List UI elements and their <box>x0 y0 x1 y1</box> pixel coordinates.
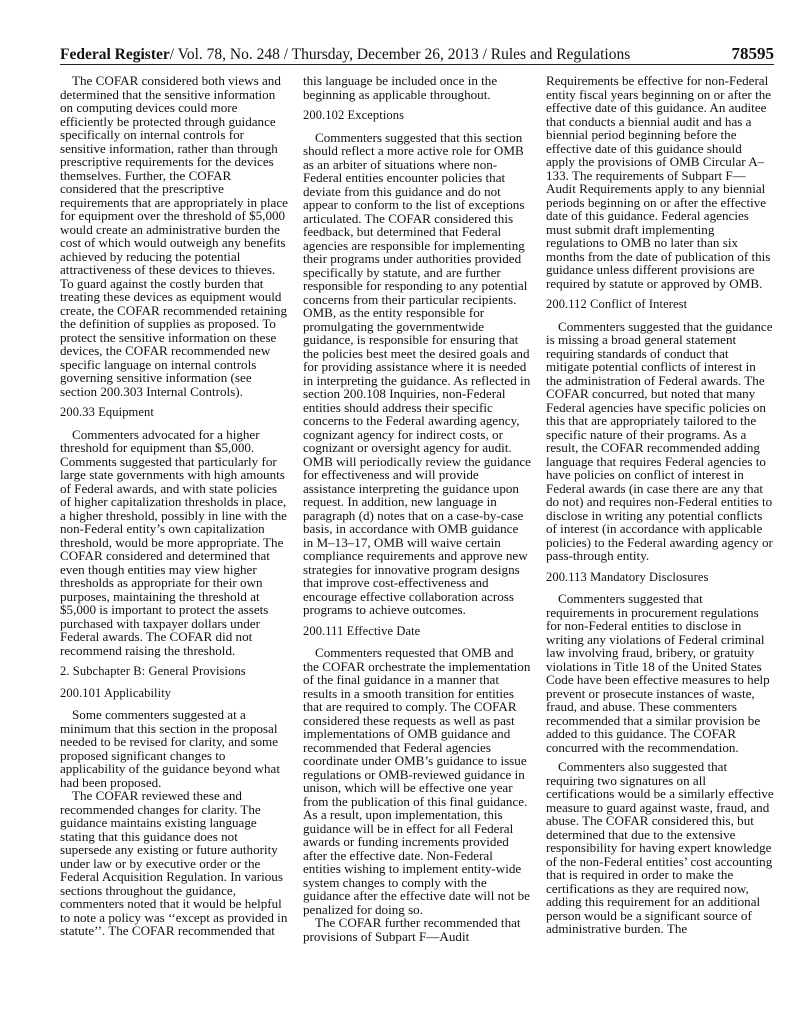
section-heading: 200.33 Equipment <box>60 405 154 419</box>
paragraph: this language be included once in the beginning as applicable throughout. <box>303 74 498 102</box>
section-heading: 200.102 Exceptions <box>303 108 405 122</box>
section-heading: 200.112 Conflict of Interest <box>546 297 688 311</box>
paragraph: Commenters advocated for a higher threshold for equipment than $5,000. Comments suggested that particularly for large state governments with high amounts of Federal awards, and with state policies of higher capitalization thresholds in place, a higher threshold, possibly in line with the non-Federal entity’s own capitalization threshold, would be more appropriate. The COFAR considered and determined that even though entities may view higher thresholds as appropriate for their own purposes, maintaining the threshold at $5,000 is important to protect the assets purchased with taxpayer dollars under Federal awards. The COFAR did not recommend raising the threshold. <box>60 426 287 658</box>
issue-details: / Vol. 78, No. 248 / Thursday, December 26, 2013 / Rules and Regulations <box>169 46 631 63</box>
paragraph: Commenters suggested that this section should reflect a more active role for OMB as an arbiter of situations where non-Federal entities encounter policies that deviate from this guidance and do not appear to conform to the list of exceptions articulated. The COFAR considered this feedback, but determined that Federal agencies are responsible for implementing their programs under authorities provided specifically by statute, and are further responsible for responding to any potential concerns from their particular recipients. OMB, as the entity responsible for promulgating the governmentwide guidance, is responsible for ensuring that the policies best meet the desired goals and for providing assistance where it is needed in interpreting the guidance. As reflected in section 200.108 Inquiries, non-Federal entities should address their specific concerns to the Federal awarding agency, cognizant agency for indirect costs, or cognizant or oversight agency for audit. OMB will periodically review the guidance for effectiveness and will provide assistance interpreting the guidance upon request. In addition, new language in paragraph (d) notes that on a case-by-case basis, in accordance with OMB guidance in M–13–17, OMB will waive certain compliance requirements and approve new strategies for innovative program designs that improve cost-effectiveness and encourage effective collaboration across programs to achieve outcomes. <box>303 129 531 617</box>
text-columns <box>60 74 774 1029</box>
paragraph: The COFAR further recommended that provisions of Subpart F—Audit <box>303 915 521 944</box>
section-heading: 200.101 Applicability <box>60 685 172 700</box>
paragraph: Commenters also suggested that requiring two signatures on all certifications would be a similarly effective measure to guard against waste, fraud, and abuse. The COFAR considered this, but determined that due to the extensive responsibility for having expert knowledge of the non-Federal entities’ cost accounting that is required in order to make the certifications as they are required now, adding this requirement for an additional person would be a significant source of administrative burden. The <box>546 759 774 936</box>
page-number: 78595 <box>731 44 774 63</box>
paragraph: Commenters requested that OMB and the COFAR orchestrate the implementation of the final guidance in a manner that results in a smooth transition for entities that are required to comply. The COFAR considered these requests as well as past implementations of OMB guidance and recommended that Federal agencies coordinate under OMB’s guidance to issue regulations or OMB-reviewed guidance in unison, which will be effective one year from the publication of this final guidance. As a result, upon implementation, this guidance will be in effect for all Federal awards or funding increments provided after the effective date. Non-Federal entities wishing to implement entity-wide system changes to comply with the guidance after the effective date will not be penalized for doing so. <box>303 645 531 917</box>
header-citation <box>60 46 630 64</box>
section-heading: 200.113 Mandatory Disclosures <box>546 569 709 584</box>
column-3 <box>546 74 774 1029</box>
paragraph: Commenters suggested that the guidance is missing a broad general statement requiring standards of conduct that mitigate potential conflicts of interest in the administration of Federal awards. The COFAR concurred, but noted that many Federal agencies have specific policies on this that are appropriately tailored to the specific nature of their programs. As a result, the COFAR recommended adding language that requires Federal agencies to have policies on conflict of interest in Federal awards (in case there are any that do not) and requires non-Federal entities to disclose in writing any potential conflicts of interest (in accordance with applicable policies) to the Federal awarding agency or pass-through entity. <box>546 318 773 563</box>
subchapter-heading: 2. Subchapter B: General Provisions <box>60 664 246 678</box>
section-heading: 200.111 Effective Date <box>303 623 421 638</box>
paragraph: Requirements be effective for non-Federal entity fiscal years beginning on or after the effective date of this guidance. An auditee that conducts a biennial audit and has a biennial period beginning before the effective date of this guidance should apply the provisions of OMB Circular A–133. The requirements of Subpart F—Audit Requirements apply to any biennial periods beginning on or after the effective date of this guidance. Federal agencies must submit draft implementing regulations to OMB no later than six months from the date of publication of this guidance unless different provisions are required by statute or approved by OMB. <box>546 74 772 291</box>
paragraph: Commenters suggested that requirements in procurement regulations for non-Federal entities to disclose in writing any violations of Federal criminal law involving fraud, bribery, or gratuity violations in Title 18 of the United States Code have been effective measures to help prevent or prosecute instances of waste, fraud, and abuse. These commenters recommended that a similar provision be added to this guidance. The COFAR concurred with the recommendation. <box>546 591 770 755</box>
page-header <box>60 38 774 65</box>
publication-name: Federal Register <box>60 46 170 63</box>
paragraph: Some commenters suggested at a minimum that this section in the proposal needed to be revised for clarity, and some proposed significant changes to applicability of the guidance beyond what had been proposed. <box>60 707 280 790</box>
paragraph: The COFAR considered both views and determined that the sensitive information on computing devices could more efficiently be protected through guidance specifically on internal controls for sensitive information, rather than through prescriptive requirements for the devices themselves. Further, the COFAR considered that the prescriptive requirements that are appropriately in place for equipment over the threshold of $5,000 would create an administrative burden the cost of which would outweigh any benefits achieved by reducing the potential attractiveness of these devices to thieves. To guard against the costly burden that treating these devices as equipment would create, the COFAR recommended retaining the definition of supplies as proposed. To protect the sensitive information on these devices, the COFAR recommended new specific language on internal controls governing sensitive information (see section 200.303 Internal Controls). <box>60 74 288 399</box>
column-1 <box>60 74 288 1029</box>
paragraph: The COFAR reviewed these and recommended changes for clarity. The guidance maintains existing language stating that this guidance does not supersede any existing or future authority under law or by executive order or the Federal Acquisition Regulation. In various sections throughout the guidance, commenters noted that it would be helpful to note a policy was ‘‘except as provided in statute’’. The COFAR recommended that <box>60 788 288 938</box>
column-2 <box>303 74 531 1029</box>
